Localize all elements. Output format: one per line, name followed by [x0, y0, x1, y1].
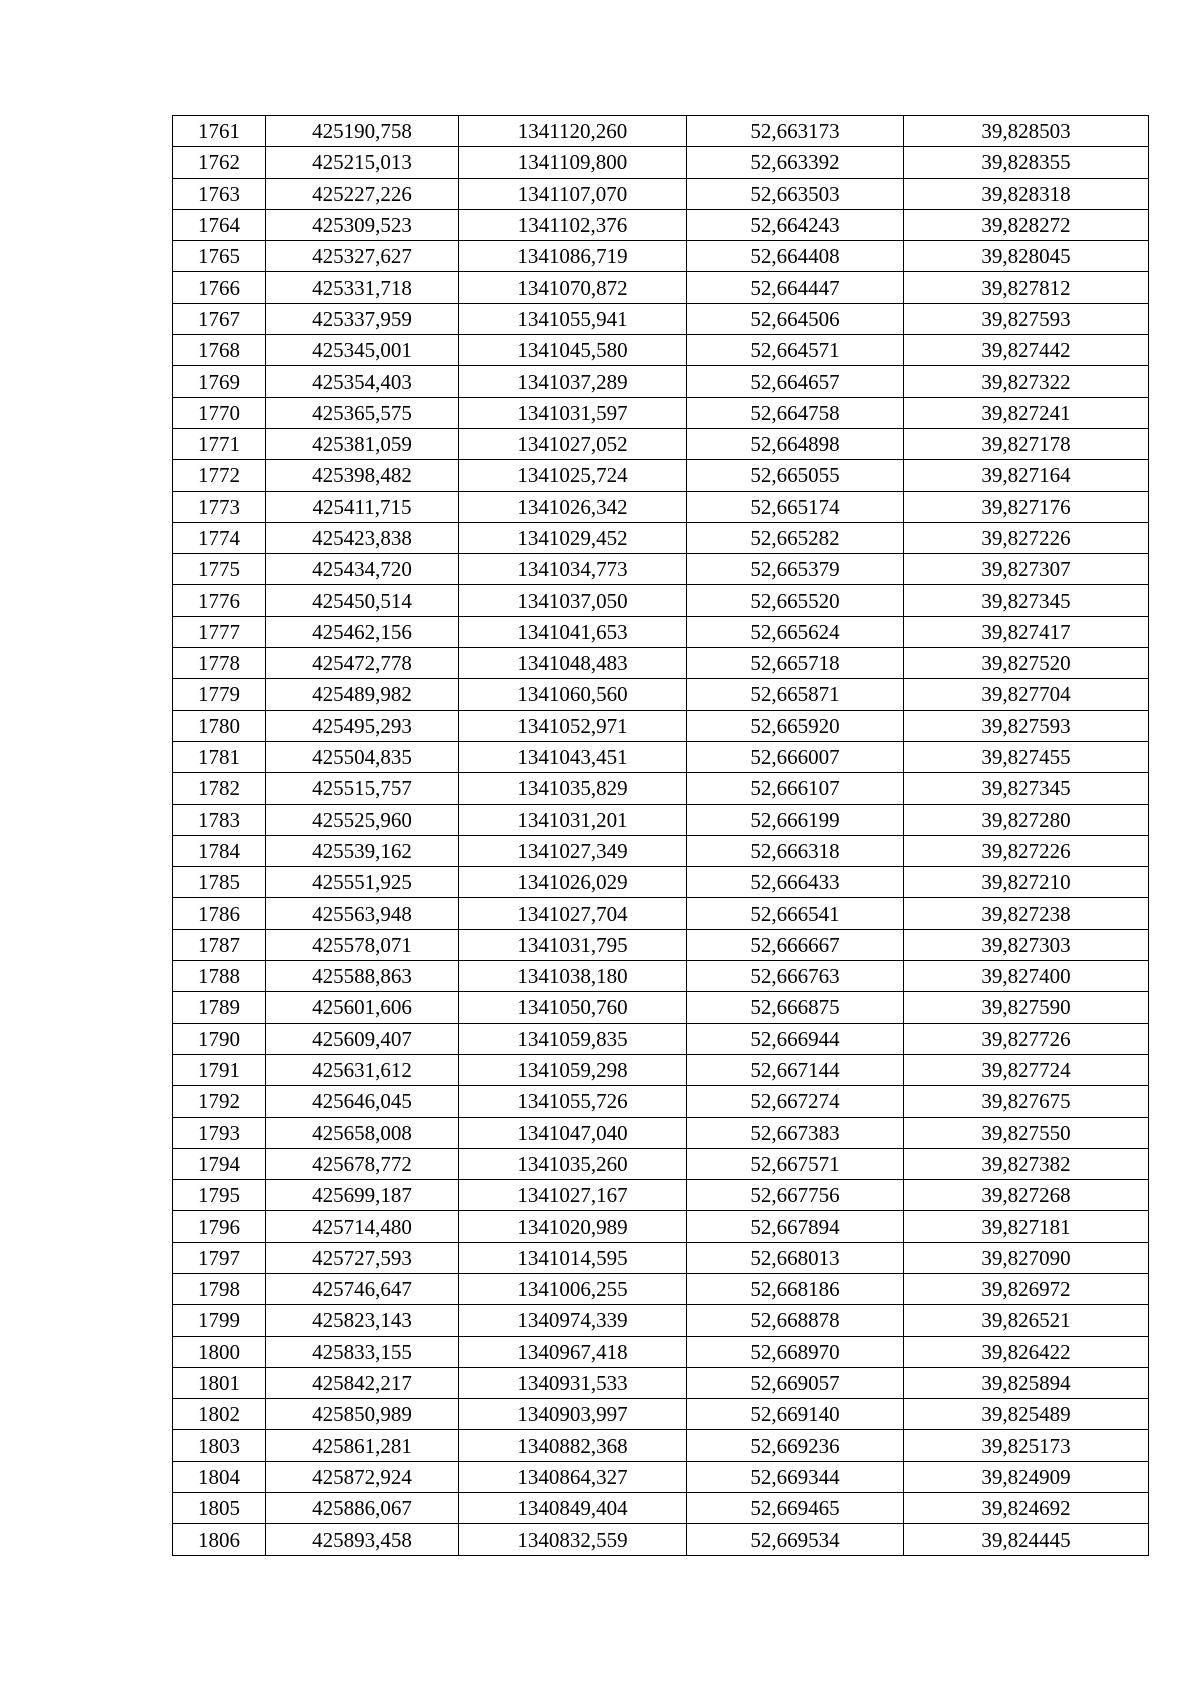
table-row — [173, 1054, 1149, 1085]
point-number-cell: 1762 — [173, 147, 266, 178]
y-coordinate-cell: 1341026,029 — [459, 867, 687, 898]
latitude-cell: 52,665718 — [687, 648, 904, 679]
x-coordinate-cell: 425423,838 — [266, 522, 459, 553]
longitude-cell: 39,824692 — [904, 1493, 1149, 1524]
latitude-cell: 52,668013 — [687, 1242, 904, 1273]
longitude-cell: 39,827593 — [904, 710, 1149, 741]
latitude-cell: 52,667894 — [687, 1211, 904, 1242]
x-coordinate-cell: 425601,606 — [266, 992, 459, 1023]
x-coordinate-cell: 425678,772 — [266, 1148, 459, 1179]
table-row — [173, 335, 1149, 366]
y-coordinate-cell: 1341014,595 — [459, 1242, 687, 1273]
latitude-cell: 52,666944 — [687, 1023, 904, 1054]
table-row — [173, 1117, 1149, 1148]
latitude-cell: 52,668970 — [687, 1336, 904, 1367]
y-coordinate-cell: 1341037,050 — [459, 585, 687, 616]
x-coordinate-cell: 425823,143 — [266, 1305, 459, 1336]
y-coordinate-cell: 1340967,418 — [459, 1336, 687, 1367]
longitude-cell: 39,827226 — [904, 835, 1149, 866]
longitude-cell: 39,828503 — [904, 116, 1149, 147]
x-coordinate-cell: 425539,162 — [266, 835, 459, 866]
point-number-cell: 1797 — [173, 1242, 266, 1273]
longitude-cell: 39,824445 — [904, 1524, 1149, 1555]
latitude-cell: 52,664898 — [687, 428, 904, 459]
table-row — [173, 741, 1149, 772]
x-coordinate-cell: 425842,217 — [266, 1367, 459, 1398]
x-coordinate-cell: 425578,071 — [266, 929, 459, 960]
longitude-cell: 39,827090 — [904, 1242, 1149, 1273]
y-coordinate-cell: 1341034,773 — [459, 554, 687, 585]
table-row — [173, 1367, 1149, 1398]
latitude-cell: 52,666875 — [687, 992, 904, 1023]
point-number-cell: 1801 — [173, 1367, 266, 1398]
longitude-cell: 39,825489 — [904, 1399, 1149, 1430]
x-coordinate-cell: 425699,187 — [266, 1180, 459, 1211]
y-coordinate-cell: 1341059,298 — [459, 1054, 687, 1085]
point-number-cell: 1783 — [173, 804, 266, 835]
point-number-cell: 1761 — [173, 116, 266, 147]
longitude-cell: 39,827176 — [904, 491, 1149, 522]
x-coordinate-cell: 425646,045 — [266, 1086, 459, 1117]
y-coordinate-cell: 1340864,327 — [459, 1461, 687, 1492]
longitude-cell: 39,827226 — [904, 522, 1149, 553]
point-number-cell: 1771 — [173, 428, 266, 459]
point-number-cell: 1770 — [173, 397, 266, 428]
x-coordinate-cell: 425525,960 — [266, 804, 459, 835]
x-coordinate-cell: 425551,925 — [266, 867, 459, 898]
point-number-cell: 1772 — [173, 460, 266, 491]
x-coordinate-cell: 425861,281 — [266, 1430, 459, 1461]
x-coordinate-cell: 425563,948 — [266, 898, 459, 929]
table-row — [173, 898, 1149, 929]
coordinates-table — [172, 115, 1149, 1556]
table-row — [173, 1524, 1149, 1555]
y-coordinate-cell: 1341048,483 — [459, 648, 687, 679]
latitude-cell: 52,666541 — [687, 898, 904, 929]
longitude-cell: 39,827704 — [904, 679, 1149, 710]
point-number-cell: 1796 — [173, 1211, 266, 1242]
point-number-cell: 1806 — [173, 1524, 266, 1555]
y-coordinate-cell: 1341120,260 — [459, 116, 687, 147]
latitude-cell: 52,666433 — [687, 867, 904, 898]
table-row — [173, 804, 1149, 835]
coordinates-table-body — [173, 116, 1149, 1556]
table-row — [173, 1461, 1149, 1492]
x-coordinate-cell: 425893,458 — [266, 1524, 459, 1555]
longitude-cell: 39,827675 — [904, 1086, 1149, 1117]
x-coordinate-cell: 425411,715 — [266, 491, 459, 522]
point-number-cell: 1790 — [173, 1023, 266, 1054]
point-number-cell: 1777 — [173, 616, 266, 647]
latitude-cell: 52,663173 — [687, 116, 904, 147]
point-number-cell: 1788 — [173, 961, 266, 992]
table-row — [173, 1086, 1149, 1117]
y-coordinate-cell: 1341086,719 — [459, 241, 687, 272]
latitude-cell: 52,665920 — [687, 710, 904, 741]
y-coordinate-cell: 1341102,376 — [459, 209, 687, 240]
latitude-cell: 52,664657 — [687, 366, 904, 397]
y-coordinate-cell: 1341043,451 — [459, 741, 687, 772]
point-number-cell: 1794 — [173, 1148, 266, 1179]
latitude-cell: 52,669534 — [687, 1524, 904, 1555]
y-coordinate-cell: 1341031,597 — [459, 397, 687, 428]
x-coordinate-cell: 425658,008 — [266, 1117, 459, 1148]
x-coordinate-cell: 425354,403 — [266, 366, 459, 397]
x-coordinate-cell: 425227,226 — [266, 178, 459, 209]
point-number-cell: 1763 — [173, 178, 266, 209]
x-coordinate-cell: 425450,514 — [266, 585, 459, 616]
point-number-cell: 1793 — [173, 1117, 266, 1148]
x-coordinate-cell: 425714,480 — [266, 1211, 459, 1242]
table-row — [173, 1211, 1149, 1242]
y-coordinate-cell: 1341027,052 — [459, 428, 687, 459]
table-row — [173, 428, 1149, 459]
table-row — [173, 710, 1149, 741]
table-row — [173, 1180, 1149, 1211]
table-row — [173, 867, 1149, 898]
longitude-cell: 39,827181 — [904, 1211, 1149, 1242]
latitude-cell: 52,669057 — [687, 1367, 904, 1398]
y-coordinate-cell: 1340849,404 — [459, 1493, 687, 1524]
y-coordinate-cell: 1340903,997 — [459, 1399, 687, 1430]
longitude-cell: 39,827550 — [904, 1117, 1149, 1148]
latitude-cell: 52,665174 — [687, 491, 904, 522]
latitude-cell: 52,664506 — [687, 303, 904, 334]
longitude-cell: 39,827520 — [904, 648, 1149, 679]
table-row — [173, 1336, 1149, 1367]
longitude-cell: 39,827400 — [904, 961, 1149, 992]
latitude-cell: 52,664447 — [687, 272, 904, 303]
longitude-cell: 39,827590 — [904, 992, 1149, 1023]
latitude-cell: 52,669465 — [687, 1493, 904, 1524]
latitude-cell: 52,664408 — [687, 241, 904, 272]
x-coordinate-cell: 425631,612 — [266, 1054, 459, 1085]
point-number-cell: 1799 — [173, 1305, 266, 1336]
table-row — [173, 1242, 1149, 1273]
point-number-cell: 1800 — [173, 1336, 266, 1367]
x-coordinate-cell: 425727,593 — [266, 1242, 459, 1273]
point-number-cell: 1768 — [173, 335, 266, 366]
point-number-cell: 1798 — [173, 1273, 266, 1304]
y-coordinate-cell: 1341055,726 — [459, 1086, 687, 1117]
x-coordinate-cell: 425381,059 — [266, 428, 459, 459]
point-number-cell: 1769 — [173, 366, 266, 397]
x-coordinate-cell: 425495,293 — [266, 710, 459, 741]
latitude-cell: 52,665055 — [687, 460, 904, 491]
longitude-cell: 39,827382 — [904, 1148, 1149, 1179]
table-row — [173, 1023, 1149, 1054]
latitude-cell: 52,664758 — [687, 397, 904, 428]
y-coordinate-cell: 1341035,260 — [459, 1148, 687, 1179]
table-row — [173, 773, 1149, 804]
table-row — [173, 522, 1149, 553]
longitude-cell: 39,827442 — [904, 335, 1149, 366]
table-row — [173, 272, 1149, 303]
latitude-cell: 52,663392 — [687, 147, 904, 178]
point-number-cell: 1786 — [173, 898, 266, 929]
point-number-cell: 1766 — [173, 272, 266, 303]
table-row — [173, 554, 1149, 585]
latitude-cell: 52,666199 — [687, 804, 904, 835]
table-row — [173, 1305, 1149, 1336]
longitude-cell: 39,824909 — [904, 1461, 1149, 1492]
table-row — [173, 585, 1149, 616]
x-coordinate-cell: 425365,575 — [266, 397, 459, 428]
latitude-cell: 52,667383 — [687, 1117, 904, 1148]
y-coordinate-cell: 1341031,201 — [459, 804, 687, 835]
longitude-cell: 39,827455 — [904, 741, 1149, 772]
latitude-cell: 52,666318 — [687, 835, 904, 866]
table-row — [173, 961, 1149, 992]
x-coordinate-cell: 425489,982 — [266, 679, 459, 710]
y-coordinate-cell: 1340832,559 — [459, 1524, 687, 1555]
x-coordinate-cell: 425472,778 — [266, 648, 459, 679]
point-number-cell: 1778 — [173, 648, 266, 679]
table-row — [173, 209, 1149, 240]
longitude-cell: 39,827238 — [904, 898, 1149, 929]
y-coordinate-cell: 1341031,795 — [459, 929, 687, 960]
point-number-cell: 1767 — [173, 303, 266, 334]
x-coordinate-cell: 425504,835 — [266, 741, 459, 772]
longitude-cell: 39,825173 — [904, 1430, 1149, 1461]
table-row — [173, 460, 1149, 491]
point-number-cell: 1765 — [173, 241, 266, 272]
longitude-cell: 39,826972 — [904, 1273, 1149, 1304]
x-coordinate-cell: 425588,863 — [266, 961, 459, 992]
latitude-cell: 52,666107 — [687, 773, 904, 804]
table-row — [173, 116, 1149, 147]
point-number-cell: 1764 — [173, 209, 266, 240]
point-number-cell: 1787 — [173, 929, 266, 960]
table-row — [173, 1148, 1149, 1179]
y-coordinate-cell: 1341059,835 — [459, 1023, 687, 1054]
latitude-cell: 52,664243 — [687, 209, 904, 240]
point-number-cell: 1784 — [173, 835, 266, 866]
longitude-cell: 39,828318 — [904, 178, 1149, 209]
x-coordinate-cell: 425345,001 — [266, 335, 459, 366]
table-row — [173, 679, 1149, 710]
y-coordinate-cell: 1341026,342 — [459, 491, 687, 522]
table-row — [173, 366, 1149, 397]
point-number-cell: 1782 — [173, 773, 266, 804]
table-row — [173, 1273, 1149, 1304]
y-coordinate-cell: 1340931,533 — [459, 1367, 687, 1398]
point-number-cell: 1803 — [173, 1430, 266, 1461]
longitude-cell: 39,827164 — [904, 460, 1149, 491]
longitude-cell: 39,827593 — [904, 303, 1149, 334]
y-coordinate-cell: 1341029,452 — [459, 522, 687, 553]
point-number-cell: 1774 — [173, 522, 266, 553]
x-coordinate-cell: 425215,013 — [266, 147, 459, 178]
table-row — [173, 303, 1149, 334]
latitude-cell: 52,667756 — [687, 1180, 904, 1211]
x-coordinate-cell: 425746,647 — [266, 1273, 459, 1304]
x-coordinate-cell: 425850,989 — [266, 1399, 459, 1430]
y-coordinate-cell: 1341109,800 — [459, 147, 687, 178]
y-coordinate-cell: 1341107,070 — [459, 178, 687, 209]
point-number-cell: 1773 — [173, 491, 266, 522]
latitude-cell: 52,665282 — [687, 522, 904, 553]
point-number-cell: 1792 — [173, 1086, 266, 1117]
y-coordinate-cell: 1341045,580 — [459, 335, 687, 366]
y-coordinate-cell: 1341070,872 — [459, 272, 687, 303]
x-coordinate-cell: 425462,156 — [266, 616, 459, 647]
point-number-cell: 1781 — [173, 741, 266, 772]
point-number-cell: 1779 — [173, 679, 266, 710]
latitude-cell: 52,665379 — [687, 554, 904, 585]
latitude-cell: 52,668186 — [687, 1273, 904, 1304]
latitude-cell: 52,664571 — [687, 335, 904, 366]
latitude-cell: 52,667274 — [687, 1086, 904, 1117]
longitude-cell: 39,827210 — [904, 867, 1149, 898]
table-row — [173, 241, 1149, 272]
y-coordinate-cell: 1340974,339 — [459, 1305, 687, 1336]
y-coordinate-cell: 1341037,289 — [459, 366, 687, 397]
point-number-cell: 1780 — [173, 710, 266, 741]
table-row — [173, 147, 1149, 178]
y-coordinate-cell: 1341027,704 — [459, 898, 687, 929]
longitude-cell: 39,827280 — [904, 804, 1149, 835]
y-coordinate-cell: 1341027,167 — [459, 1180, 687, 1211]
y-coordinate-cell: 1341047,040 — [459, 1117, 687, 1148]
latitude-cell: 52,668878 — [687, 1305, 904, 1336]
x-coordinate-cell: 425331,718 — [266, 272, 459, 303]
point-number-cell: 1775 — [173, 554, 266, 585]
x-coordinate-cell: 425309,523 — [266, 209, 459, 240]
longitude-cell: 39,827812 — [904, 272, 1149, 303]
x-coordinate-cell: 425609,407 — [266, 1023, 459, 1054]
latitude-cell: 52,665871 — [687, 679, 904, 710]
longitude-cell: 39,827726 — [904, 1023, 1149, 1054]
x-coordinate-cell: 425886,067 — [266, 1493, 459, 1524]
y-coordinate-cell: 1341035,829 — [459, 773, 687, 804]
latitude-cell: 52,666763 — [687, 961, 904, 992]
longitude-cell: 39,827345 — [904, 585, 1149, 616]
x-coordinate-cell: 425872,924 — [266, 1461, 459, 1492]
table-row — [173, 648, 1149, 679]
latitude-cell: 52,663503 — [687, 178, 904, 209]
point-number-cell: 1789 — [173, 992, 266, 1023]
x-coordinate-cell: 425398,482 — [266, 460, 459, 491]
latitude-cell: 52,665624 — [687, 616, 904, 647]
longitude-cell: 39,825894 — [904, 1367, 1149, 1398]
point-number-cell: 1791 — [173, 1054, 266, 1085]
point-number-cell: 1802 — [173, 1399, 266, 1430]
longitude-cell: 39,828355 — [904, 147, 1149, 178]
table-row — [173, 491, 1149, 522]
longitude-cell: 39,827724 — [904, 1054, 1149, 1085]
point-number-cell: 1776 — [173, 585, 266, 616]
longitude-cell: 39,826521 — [904, 1305, 1149, 1336]
latitude-cell: 52,669140 — [687, 1399, 904, 1430]
y-coordinate-cell: 1340882,368 — [459, 1430, 687, 1461]
longitude-cell: 39,827303 — [904, 929, 1149, 960]
table-row — [173, 1493, 1149, 1524]
x-coordinate-cell: 425833,155 — [266, 1336, 459, 1367]
longitude-cell: 39,828045 — [904, 241, 1149, 272]
longitude-cell: 39,827178 — [904, 428, 1149, 459]
latitude-cell: 52,669236 — [687, 1430, 904, 1461]
x-coordinate-cell: 425327,627 — [266, 241, 459, 272]
point-number-cell: 1804 — [173, 1461, 266, 1492]
table-row — [173, 178, 1149, 209]
table-row — [173, 992, 1149, 1023]
y-coordinate-cell: 1341041,653 — [459, 616, 687, 647]
y-coordinate-cell: 1341050,760 — [459, 992, 687, 1023]
table-row — [173, 1430, 1149, 1461]
table-row — [173, 397, 1149, 428]
point-number-cell: 1795 — [173, 1180, 266, 1211]
longitude-cell: 39,827241 — [904, 397, 1149, 428]
longitude-cell: 39,827307 — [904, 554, 1149, 585]
y-coordinate-cell: 1341038,180 — [459, 961, 687, 992]
y-coordinate-cell: 1341055,941 — [459, 303, 687, 334]
latitude-cell: 52,666667 — [687, 929, 904, 960]
y-coordinate-cell: 1341006,255 — [459, 1273, 687, 1304]
x-coordinate-cell: 425434,720 — [266, 554, 459, 585]
table-row — [173, 835, 1149, 866]
x-coordinate-cell: 425515,757 — [266, 773, 459, 804]
latitude-cell: 52,667571 — [687, 1148, 904, 1179]
y-coordinate-cell: 1341027,349 — [459, 835, 687, 866]
table-row — [173, 616, 1149, 647]
point-number-cell: 1785 — [173, 867, 266, 898]
longitude-cell: 39,827322 — [904, 366, 1149, 397]
longitude-cell: 39,827417 — [904, 616, 1149, 647]
y-coordinate-cell: 1341025,724 — [459, 460, 687, 491]
longitude-cell: 39,826422 — [904, 1336, 1149, 1367]
y-coordinate-cell: 1341060,560 — [459, 679, 687, 710]
longitude-cell: 39,827345 — [904, 773, 1149, 804]
latitude-cell: 52,667144 — [687, 1054, 904, 1085]
x-coordinate-cell: 425190,758 — [266, 116, 459, 147]
table-row — [173, 1399, 1149, 1430]
latitude-cell: 52,666007 — [687, 741, 904, 772]
longitude-cell: 39,828272 — [904, 209, 1149, 240]
latitude-cell: 52,669344 — [687, 1461, 904, 1492]
table-row — [173, 929, 1149, 960]
x-coordinate-cell: 425337,959 — [266, 303, 459, 334]
latitude-cell: 52,665520 — [687, 585, 904, 616]
y-coordinate-cell: 1341020,989 — [459, 1211, 687, 1242]
longitude-cell: 39,827268 — [904, 1180, 1149, 1211]
y-coordinate-cell: 1341052,971 — [459, 710, 687, 741]
point-number-cell: 1805 — [173, 1493, 266, 1524]
